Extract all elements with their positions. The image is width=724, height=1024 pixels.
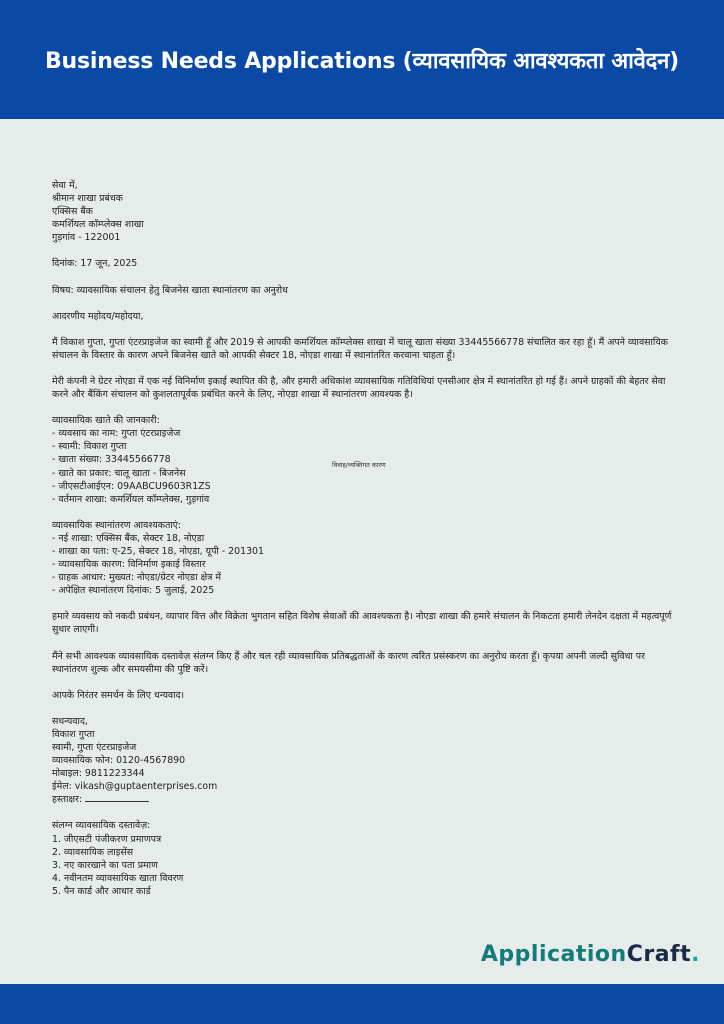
page-header (0, 0, 724, 119)
signature-label: हस्ताक्षर: (52, 794, 83, 806)
address-line: गुड़गांव - 122001 (52, 232, 121, 244)
list-item: 1. जीएसटी पंजीकरण प्रमाणपत्र (52, 833, 162, 845)
signature-line (85, 801, 149, 802)
paragraph-reason: मेरी कंपनी ने ग्रेटर नोएडा में एक नई विनिर्माण इकाई स्थापित की है, और हमारी अधिकांश व्यावसायिक गतिविधियां एनसीआर क्षेत्र में स्थानांतरित हो गई हैं। अपने ग्राहकों की बेहतर सेवा करने और बैंकिंग संचालन को कुशलतापूर्वक प्रबंधित करने के लिए, नोएडा शाखा में स्थानांतरण आवश्यक है। (52, 375, 666, 401)
salutation: आदरणीय महोदय/महोदया, (52, 310, 144, 322)
paragraph-services: हमारे व्यवसाय को नकदी प्रबंधन, व्यापार वित्त और विक्रेता भुगतान सहित विशेष सेवाओं की आवश्यकता है। नोएडा शाखा की हमारे संचालन के निकटता हमारी लेनदेन दक्षता में महत्वपूर्ण सुधार लाएगी। (52, 611, 672, 636)
list-item: - व्यवसाय का नाम: गुप्ता एंटरप्राइजेज (52, 428, 181, 440)
list-item: - ग्राहक आधार: मुख्यत: नोएडा/ग्रेटर नोएडा क्षेत्र में (52, 572, 221, 584)
transfer-requirements (52, 519, 672, 598)
signature-row (52, 793, 672, 806)
sender-name: विकाश गुप्ता (52, 728, 95, 740)
brand-logo-part1: Application (480, 942, 627, 967)
address-line: एक्सिस बैंक (52, 206, 93, 218)
business-phone: व्यावसायिक फोन: 0120-4567890 (52, 755, 186, 767)
attachments-list (52, 819, 672, 898)
closing-block (52, 715, 672, 807)
page-title: Business Needs Applications (व्यावसायिक आवश्यकता आवेदन) (44, 48, 680, 74)
account-details-heading: व्यावसायिक खाते की जानकारी: (52, 415, 160, 427)
attachments-heading: संलग्न व्यावसायिक दस्तावेज़: (52, 820, 151, 832)
letter-subject: विषय: व्यावसायिक संचालन हेतु बिजनेस खाता स्थानांतरण का अनुरोध (52, 284, 288, 296)
thanks-line: आपके निरंतर समर्थन के लिए धन्यवाद। (52, 689, 185, 701)
sender-title: स्वामी, गुप्ता एंटरप्राइजेज (52, 742, 137, 753)
list-item: 2. व्यावसायिक लाइसेंस (52, 846, 134, 858)
list-item: 4. नवीनतम व्यावसायिक खाता विवरण (52, 872, 184, 884)
email-address: ईमेल: vikash@guptaenterprises.com (52, 781, 218, 793)
mobile-number: मोबाइल: 9811223344 (52, 768, 145, 780)
paragraph-request: मैंने सभी आवश्यक व्यावसायिक दस्तावेज़ संलग्न किए हैं और चल रही व्यावसायिक प्रतिबद्धताओं के कारण त्वरित प्रसंस्करण का अनुरोध करता हूँ। कृपया अपनी जल्दी सुविधा पर स्थानांतरण शुल्क और समयसीमा की पुष्टि करें। (52, 650, 645, 675)
closing-line: सधन्यवाद, (52, 715, 88, 727)
address-line: सेवा में, (52, 180, 78, 191)
transfer-requirements-heading: व्यावसायिक स्थानांतरण आवश्यकताएं: (52, 519, 182, 531)
brand-logo-dot: . (691, 942, 700, 967)
list-item: - खाते का प्रकार: चालू खाता - बिजनेस (52, 467, 186, 479)
side-label: विवाह/व्यक्तिगत कारण (332, 461, 386, 469)
list-item: - अपेक्षित स्थानांतरण दिनांक: 5 जुलाई, 2025 (52, 585, 215, 597)
letter-date: दिनांक: 17 जून, 2025 (52, 258, 138, 270)
paragraph-intro: मैं विकाश गुप्ता, गुप्ता एंटरप्राइजेज का स्वामी हूँ और 2019 से आपकी कमर्शियल कॉम्प्लेक्स शाखा में चालू खाता संख्या 33445566778 संचालित कर रहा हूँ। मैं अपने व्यावसायिक संचालन के विस्तार के कारण अपने बिजनेस खाते को आपकी सेक्टर 18, नोएडा शाखा में स्थानांतरित करवाना चाहता हूँ। (52, 336, 668, 361)
footer-bar (0, 984, 724, 1024)
list-item: - खाता संख्या: 33445566778 (52, 454, 171, 466)
list-item: - नई शाखा: एक्सिस बैंक, सेक्टर 18, नोएडा (52, 532, 205, 544)
letter-body (52, 166, 672, 898)
brand-logo-part2: Craft (626, 942, 692, 967)
address-line: श्रीमान शाखा प्रबंधक (52, 193, 123, 205)
list-item: - शाखा का पता: ए-25, सेक्टर 18, नोएडा, यूपी - 201301 (52, 545, 264, 557)
list-item: 5. पैन कार्ड और आधार कार्ड (52, 885, 151, 897)
list-item: - स्वामी: विकाश गुप्ता (52, 441, 127, 453)
brand-logo (481, 942, 700, 967)
address-line: कमर्शियल कॉम्प्लेक्स शाखा (52, 219, 144, 231)
list-item: - वर्तमान शाखा: कमर्शियल कॉम्प्लेक्स, गुड़गांव (52, 493, 210, 505)
list-item: - जीएसटीआईएन: 09AABCU9603R1ZS (52, 480, 211, 492)
list-item: 3. नए कारखाने का पता प्रमाण (52, 859, 158, 871)
list-item: - व्यावसायिक कारण: विनिर्माण इकाई विस्तार (52, 559, 206, 571)
